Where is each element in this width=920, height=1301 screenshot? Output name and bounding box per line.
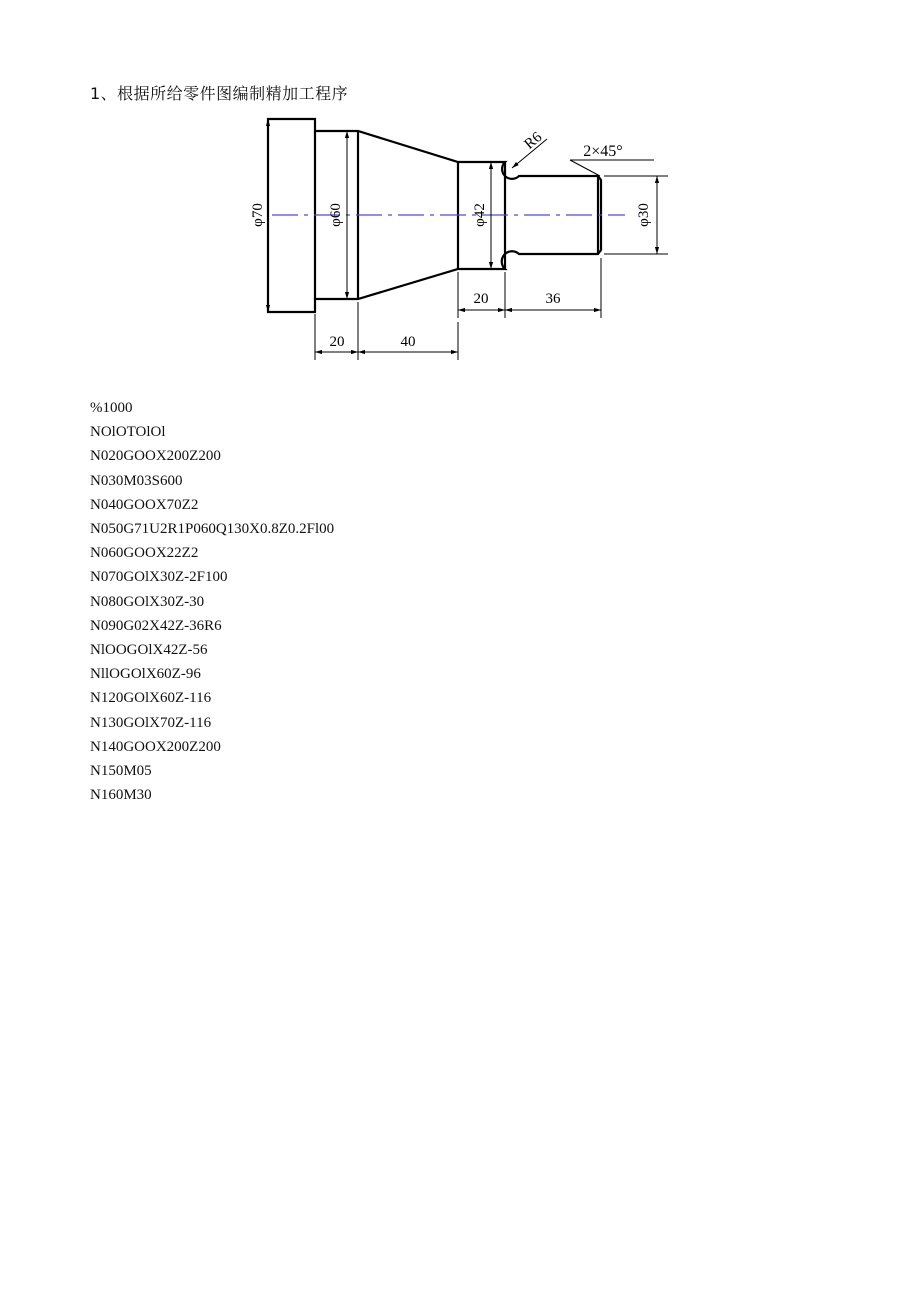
program-line: %1000: [90, 400, 133, 416]
program-line: N030M03S600: [90, 472, 183, 489]
program-line: N070GOlX30Z-2F100: [90, 569, 228, 586]
dim-len-20-left: 20: [329, 334, 345, 350]
program-line: N060GOOX22Z2: [90, 545, 199, 562]
part-drawing: [240, 108, 670, 363]
length-dimensions-upper: [458, 258, 601, 318]
program-line: NllOGOlX60Z-96: [90, 666, 201, 683]
dim-len-36: 36: [545, 291, 561, 307]
dim-phi30: φ30: [636, 203, 652, 227]
program-line: N040GOOX70Z2: [90, 496, 199, 513]
program-line: N140GOOX200Z200: [90, 738, 221, 755]
dim-phi42: φ42: [472, 203, 488, 227]
program-line: N050G71U2R1P060Q130X0.8Z0.2Fl00: [90, 521, 335, 538]
nc-program: [90, 396, 334, 807]
program-line: N130GOlX70Z-116: [90, 714, 212, 731]
program-line: N150M05: [90, 763, 152, 780]
dim-phi60: φ60: [328, 203, 344, 227]
chamfer-leader: [570, 160, 654, 176]
program-line: N120GOlX60Z-116: [90, 690, 212, 707]
dim-phi70: φ70: [250, 203, 266, 227]
chamfer-label: 2×45°: [583, 143, 623, 160]
dim-len-40: 40: [400, 334, 416, 350]
program-line: N090G02X42Z-36R6: [90, 617, 222, 634]
dim-len-20-right: 20: [473, 291, 489, 307]
program-line: N080GOlX30Z-30: [90, 593, 205, 610]
page-heading: 1、根据所给零件图编制精加工程序: [90, 84, 349, 103]
program-line: NlOOGOlX42Z-56: [90, 642, 208, 659]
program-line: NOlOTOlOl: [90, 424, 166, 441]
length-dimensions-lower: [315, 302, 458, 360]
fillet-radius-label: R6: [521, 129, 546, 153]
program-line: N160M30: [90, 787, 152, 804]
program-line: N020GOOX200Z200: [90, 448, 221, 465]
